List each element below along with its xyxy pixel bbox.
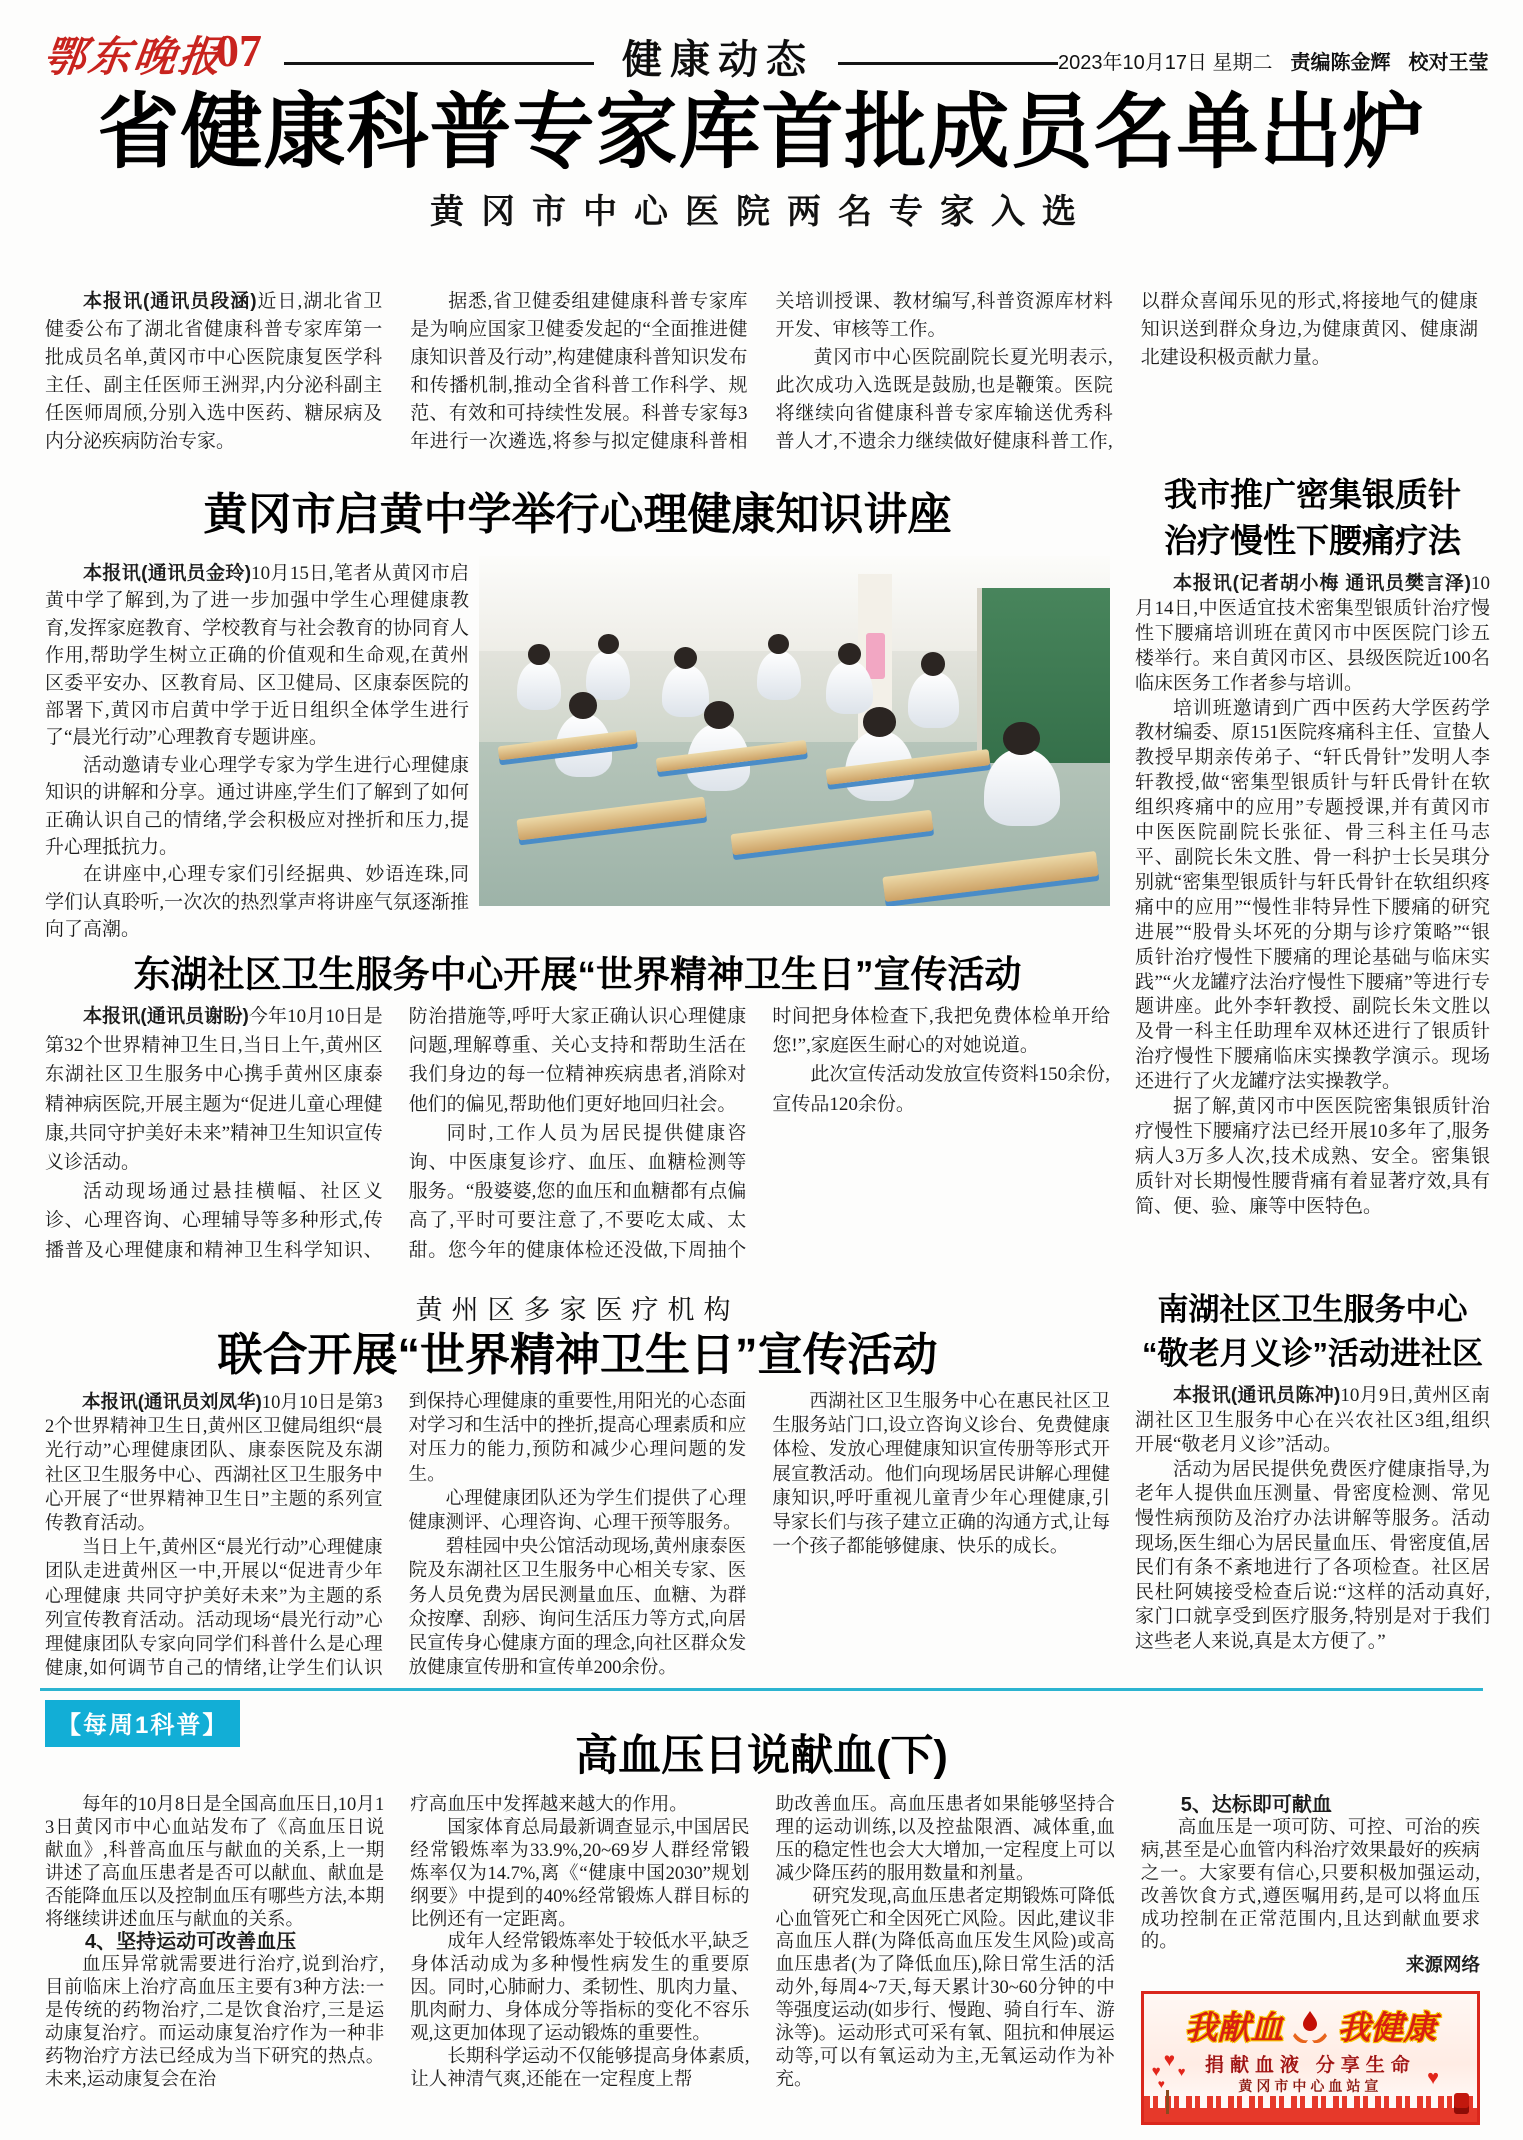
paragraph: 本报讯(记者胡小梅 通讯员樊言泽)10月14日,中医适宜技术密集型银质针治疗慢性下腰痛培训班在黄冈市中医医院门诊五楼举行。来自黄冈市区、县级医院近100名临床医务工作者参与培训。 [1135,573,1490,694]
heart-icon: ♥ [1157,2077,1165,2092]
school-article-title: 黄冈市启黄中学举行心理健康知识讲座 [203,490,952,539]
paragraph: 黄冈市中心医院副院长夏光明表示,此次成功入选既是鼓励,也是鞭策。医院将继续向省健康科普专家库输送优秀科普人才,不遗余力继续做好健康科普工作,以群众喜闻乐见的形式,将接地气的健康知识送到群众身边,为健康黄冈、健康湖北建设积极贡献力量。 [775,291,1478,452]
paragraph: 碧桂园中央公馆活动现场,黄州康泰医院及东湖社区卫生服务中心相关专家、医务人员免费为居民测量血压、血糖、为群众按摩、刮痧、询问生活压力等方式,向居民宣传身心健康方面的理念,向社区群众发放健康宣传册和宣传单200余份。 [408,1537,747,1679]
ad-subline: 捐献血液 分享生命 [1204,2055,1416,2077]
joint-article-body [45,1390,1110,1682]
joint-article-kicker: 黄州区多家医疗机构 [415,1295,740,1325]
science-article-columns [45,1794,1480,2140]
masthead-rule-left [284,62,594,65]
science-column-text [1141,1794,1480,1977]
dateline [1058,46,1489,75]
paragraph: 疗高血压中发挥越来越大的作用。 [410,1795,688,1815]
photo-pink-poster [866,633,885,679]
paragraph: 本报讯(通讯员刘凤华)10月10日是第32个世界精神卫生日,黄州区卫健局组织“晨光行动”心理健康团队、康泰医院及东湖社区卫生服务中心、西湖社区卫生服务中心开展了“世界精神卫生日”主题的系列宣传教育活动。 [45,1391,383,1535]
student-figure [908,672,958,728]
lead-article-body [45,288,1478,464]
paragraph: 心理健康团队还为学生们提供了心理健康测评、心理咨询、心理干预等服务。 [408,1488,747,1534]
blood-donation-ad [1141,1991,1480,2125]
heart-tree-trunk [1166,2090,1169,2114]
paragraph: 此次宣传活动发放宣传资料150余份,宣传品120余份。 [772,1064,1110,1115]
science-column-text [410,1794,749,2092]
paragraph: 本报讯(通讯员陈冲)10月9日,黄州区南湖社区卫生服务中心在兴农社区3组,组织开展“敬老月义诊”活动。 [1135,1385,1490,1456]
science-column-4 [1141,1794,1480,2140]
science-column-text [45,1794,384,2092]
heart-icon: ♥ [1163,2050,1176,2072]
science-column-text [776,1794,1115,2092]
paragraph: 西湖社区卫生服务中心在惠民社区卫生服务站门口,设立咨询义诊台、免费健康体检、发放心理健康知识宣传册等形式开展宣教活动。他们向现场居民讲解心理健康知识,呼吁重视儿童青少年心理健康,引导家长们与孩子建立正确的沟通方式,让每一个孩子都能够健康、快乐的成长。 [772,1392,1110,1558]
section-title: 健康动态 [622,38,814,82]
nanhu-title-line2: “敬老月义诊”活动进社区 [1142,1336,1483,1371]
paragraph: 本报讯(通讯员段涵)近日,湖北省卫健委公布了湖北省健康科普专家库第一批成员名单,黄冈市中心医院康复医学科主任、副主任医师王洲羿,内分泌科副主任医师周颀,分别入选中医药、糖尿病及内分泌疾病防治专家。 [45,291,383,452]
masthead-rule-right [838,62,1058,65]
lead-headline: 省健康科普专家库首批成员名单出炉 [97,87,1426,178]
ad-org-credit: 黄冈市中心血站宣 [1238,2080,1383,2096]
paragraph: 长期科学运动不仅能够提高身体素质,让人神清气爽,还能在一定程度上帮 [410,2046,750,2090]
heart-balloon-icon: ♥ [1427,2067,1439,2090]
paragraph: 在讲座中,心理专家们引经据典、妙语连珠,同学们认真聆听,一次次的热烈掌声将讲座气氛逐渐推向了高潮。 [45,864,469,941]
ad-slogan-left: 我献血 [1184,2011,1284,2048]
source-credit: 来源网络 [1405,1954,1480,1976]
science-article-title: 高血压日说献血(下) [575,1732,948,1780]
heart-icon: ♥ [1177,2064,1186,2080]
needle-title-line1: 我市推广密集银质针 [1164,476,1461,513]
paragraph: 国家体育总局最新调查显示,中国居民经常锻炼率为33.9%,20~69岁人群经常锻炼率仅为14.7%,离《“健康中国2030”规划纲要》中提到的40%经常锻炼人群目标的比例还有一定距离。 [410,1817,750,1930]
paragraph-subhead: 4、坚持运动可改善血压 [85,1931,297,1954]
needle-article-title [1135,472,1490,564]
ad-slogan-right: 我健康 [1337,2011,1437,2048]
weekly-science-badge: 【每周1科普】 [45,1700,240,1747]
nanhu-article-body [1135,1384,1490,1682]
paragraph: 据了解,黄冈市中医医院密集银质针治疗慢性下腰痛疗法已经开展10多年了,服务病人3万多人次,技术成熟、安全。密集银质针对长期慢性腰背痛有着显著疗效,具有简、便、验、廉等中医特色。 [1135,1096,1490,1217]
masthead-logo: 鄂东晚报 [40,35,227,81]
paragraph: 同时,工作人员为居民提供健康咨询、中医康复诊疗、血压、血糖检测等服务。“殷婆婆,您的血压和血糖都有点偏高了,平时可要注意了,不要吃太咸、太甜。您今年的健康体检还没做,下周抽个时间把身体检查下,我把免费体检单开给您!”,家庭医生耐心的对她说道。 [408,1006,1110,1261]
blood-drop-hands-icon [1293,2009,1327,2043]
paragraph: 活动为居民提供免费医疗健康指导,为老年人提供血压测量、骨密度检测、常见慢性病预防及治疗办法讲解等服务。活动现场,医生细心为居民量血压、骨密度值,居民们有条不紊地进行了各项检查。社区居民杜阿姨接受检查后说:“这样的活动真好,家门口就享受到医疗服务,特别是对于我们这些老人来说,真是太方便了。” [1135,1458,1490,1652]
joint-article-title: 联合开展“世界精神卫生日”宣传活动 [217,1329,938,1380]
ad-slogan-row [1144,2002,1477,2049]
paragraph: 本报讯(通讯员谢盼)今年10月10日是第32个世界精神卫生日,当日上午,黄州区东湖社区卫生服务中心携手黄州区康泰精神病医院,开展主题为“促进儿童心理健康,共同守护美好未来”精神卫生知识宣传义诊活动。 [45,1006,383,1174]
science-column-2 [410,1794,749,2140]
science-column-1 [45,1794,384,2140]
donghu-article-title: 东湖社区卫生服务中心开展“世界精神卫生日”宣传活动 [133,954,1022,995]
school-article-body [45,560,469,954]
city-skyline [1144,2096,1477,2122]
paragraph: 高血压是一项可防、可控、可治的疾病,甚至是心血管内科治疗效果最好的疾病之一。大家要有信心,只要积极加强运动,改善饮食方式,遵医嘱用药,是可以将血压成功控制在正常范围内,且达到献血要求的。 [1140,1817,1480,1953]
paragraph-subhead: 5、达标即可献血 [1180,1794,1332,1816]
paragraph: 据悉,省卫健委组建健康科普专家库是为响应国家卫健委发起的“全面推进健康知识普及行动”,构建健康科普知识发布和传播机制,推动全省科普工作科学、规范、有效和可持续性发展。科普专家每3年进行一次遴选,将参与拟定健康科普相关培训授课、教材编写,科普资源库材料开发、审核等工作。 [410,291,1113,452]
paragraph: 成年人经常锻炼率处于较低水平,缺乏身体活动成为多种慢性病发生的重要原因。同时,心肺耐力、柔韧性、肌肉力量、肌肉耐力、身体成分等指标的变化不容乐观,这更加体现了运动锻炼的重要性。 [410,1932,750,2045]
page-number: 07 [216,25,262,76]
paragraph: 活动现场通过悬挂横幅、社区义诊、心理咨询、心理辅导等多种形式,传播普及心理健康和精神卫生科学知识、防治措施等,呼吁大家正确认识心理健康问题,理解尊重、关心支持和帮助生活在我们身边的每一位精神疾病患者,消除对他们的偏见,帮助他们更好地回归社会。 [45,1006,747,1261]
paragraph: 当日上午,黄州区“晨光行动”心理健康团队走进黄州区一中,开展以“促进青少年心理健康 共同守护美好未来”为主题的系列宣传教育活动。活动现场“晨光行动”心理健康团队专家向同学们科普什么是心理健康,如何调节自己的情绪,让学生们认识到保持心理健康的重要性,用阳光的心态面对学习和生活中的挫折,提高心理素质和应对压力的能力,预防和减少心理问题的发生。 [45,1392,747,1680]
paragraph: 助改善血压。高血压患者如果能够坚持合理的运动训练,以及控盐限酒、减体重,血压的稳定性也会大大增加,一定程度上可以减少降压药的服用数量和剂量。 [775,1795,1115,1884]
science-section-divider [40,1688,1483,1691]
student-figure [757,651,801,700]
needle-article-body [1135,572,1490,1270]
heart-icon: ♥ [1151,2064,1161,2081]
blood-bag-icon [1454,2093,1469,2114]
student-figure [984,749,1060,826]
science-column-3 [776,1794,1115,2140]
date-text: 2023年10月17日 星期二 [1058,52,1273,74]
nanhu-article-title [1135,1288,1490,1376]
nanhu-title-line1: 南湖社区卫生服务中心 [1157,1292,1468,1327]
paragraph: 活动邀请专业心理学专家为学生进行心理健康知识的讲解和分享。通过讲座,学生们了解到了如何正确认识自己的情绪,学会积极应对挫折和压力,提升心理抵抗力。 [45,754,469,859]
proofreader-credit: 校对王莹 [1408,52,1489,74]
photo-green-board [977,588,1110,763]
paragraph: 血压异常就需要进行治疗,说到治疗,目前临床上治疗高血压主要有3种方法:一是传统的药物治疗,二是饮食治疗,三是运动康复治疗。而运动康复治疗作为一种非药物治疗方法已经成为当下研究的热点。未来,运动康复会在治 [45,1955,385,2090]
student-figure [517,661,561,710]
needle-title-line2: 治疗慢性下腰痛疗法 [1164,522,1461,559]
paragraph: 研究发现,高血压患者定期锻炼可降低心血管死亡和全因死亡风险。因此,建议非高血压人群(为降低高血压发生风险)或高血压患者(为了降低血压),除日常生活的活动外,每周4~7天,每天累计30~60分钟的中等强度运动(如步行、慢跑、骑自行车、游泳等)。运动形式可采有氧、阻抗和伸展运动等,可以有氧运动为主,无氧运动作为补充。 [775,1886,1115,2090]
paragraph: 本报讯(通讯员金玲)10月15日,笔者从黄冈市启黄中学了解到,为了进一步加强中学生心理健康教育,发挥家庭教育、学校教育与社会教育的协同育人作用,帮助学生树立正确的价值观和生命观,在黄州区委平安办、区教育局、区卫健局、区康泰医院的部署下,黄冈市启黄中学于近日组织全体学生进行了“晨光行动”心理教育专题讲座。 [45,563,469,749]
paragraph: 培训班邀请到广西中医药大学医药学教材编委、原151医院疼痛科主任、宣蛰人教授早期亲传弟子、“轩氏骨针”发明人李轩教授,做“密集型银质针与轩氏骨针在软组织疼痛中的应用”专题授课,并有黄冈市中医医院副院长张征、骨三科主任马志平、副院长朱文胜、骨一科护士长吴琪分别就“密集型银质针与轩氏骨针在软组织疼痛中的应用”“慢性非特异性下腰痛的研究进展”“股骨头坏死的分期与诊疗策略”“银质针治疗慢性下腰痛的理论基础与临床实践”“火龙罐疗法治疗慢性下腰痛”等进行专题讲座。此外李轩教授、副院长朱文胜以及骨一科主任助理牟双林还进行了银质针治疗慢性下腰痛临床实操教学演示。现场还进行了火龙罐疗法实操教学。 [1135,697,1490,1093]
paragraph: 每年的10月8日是全国高血压日,10月13日黄冈市中心血站发布了《高血压日说献血》,科普高血压与献血的关系,上一期讲述了高血压患者是否可以献血、献血是否能降血压以及控制血压有哪些方法,本期将继续讲述血压与献血的关系。 [45,1795,385,1930]
lecture-classroom-photo [479,556,1110,906]
donghu-article-body [45,1002,1110,1270]
lead-subhead: 黄冈市中心医院两名专家入选 [430,194,1093,231]
editor-credit: 责编陈金辉 [1290,52,1391,74]
